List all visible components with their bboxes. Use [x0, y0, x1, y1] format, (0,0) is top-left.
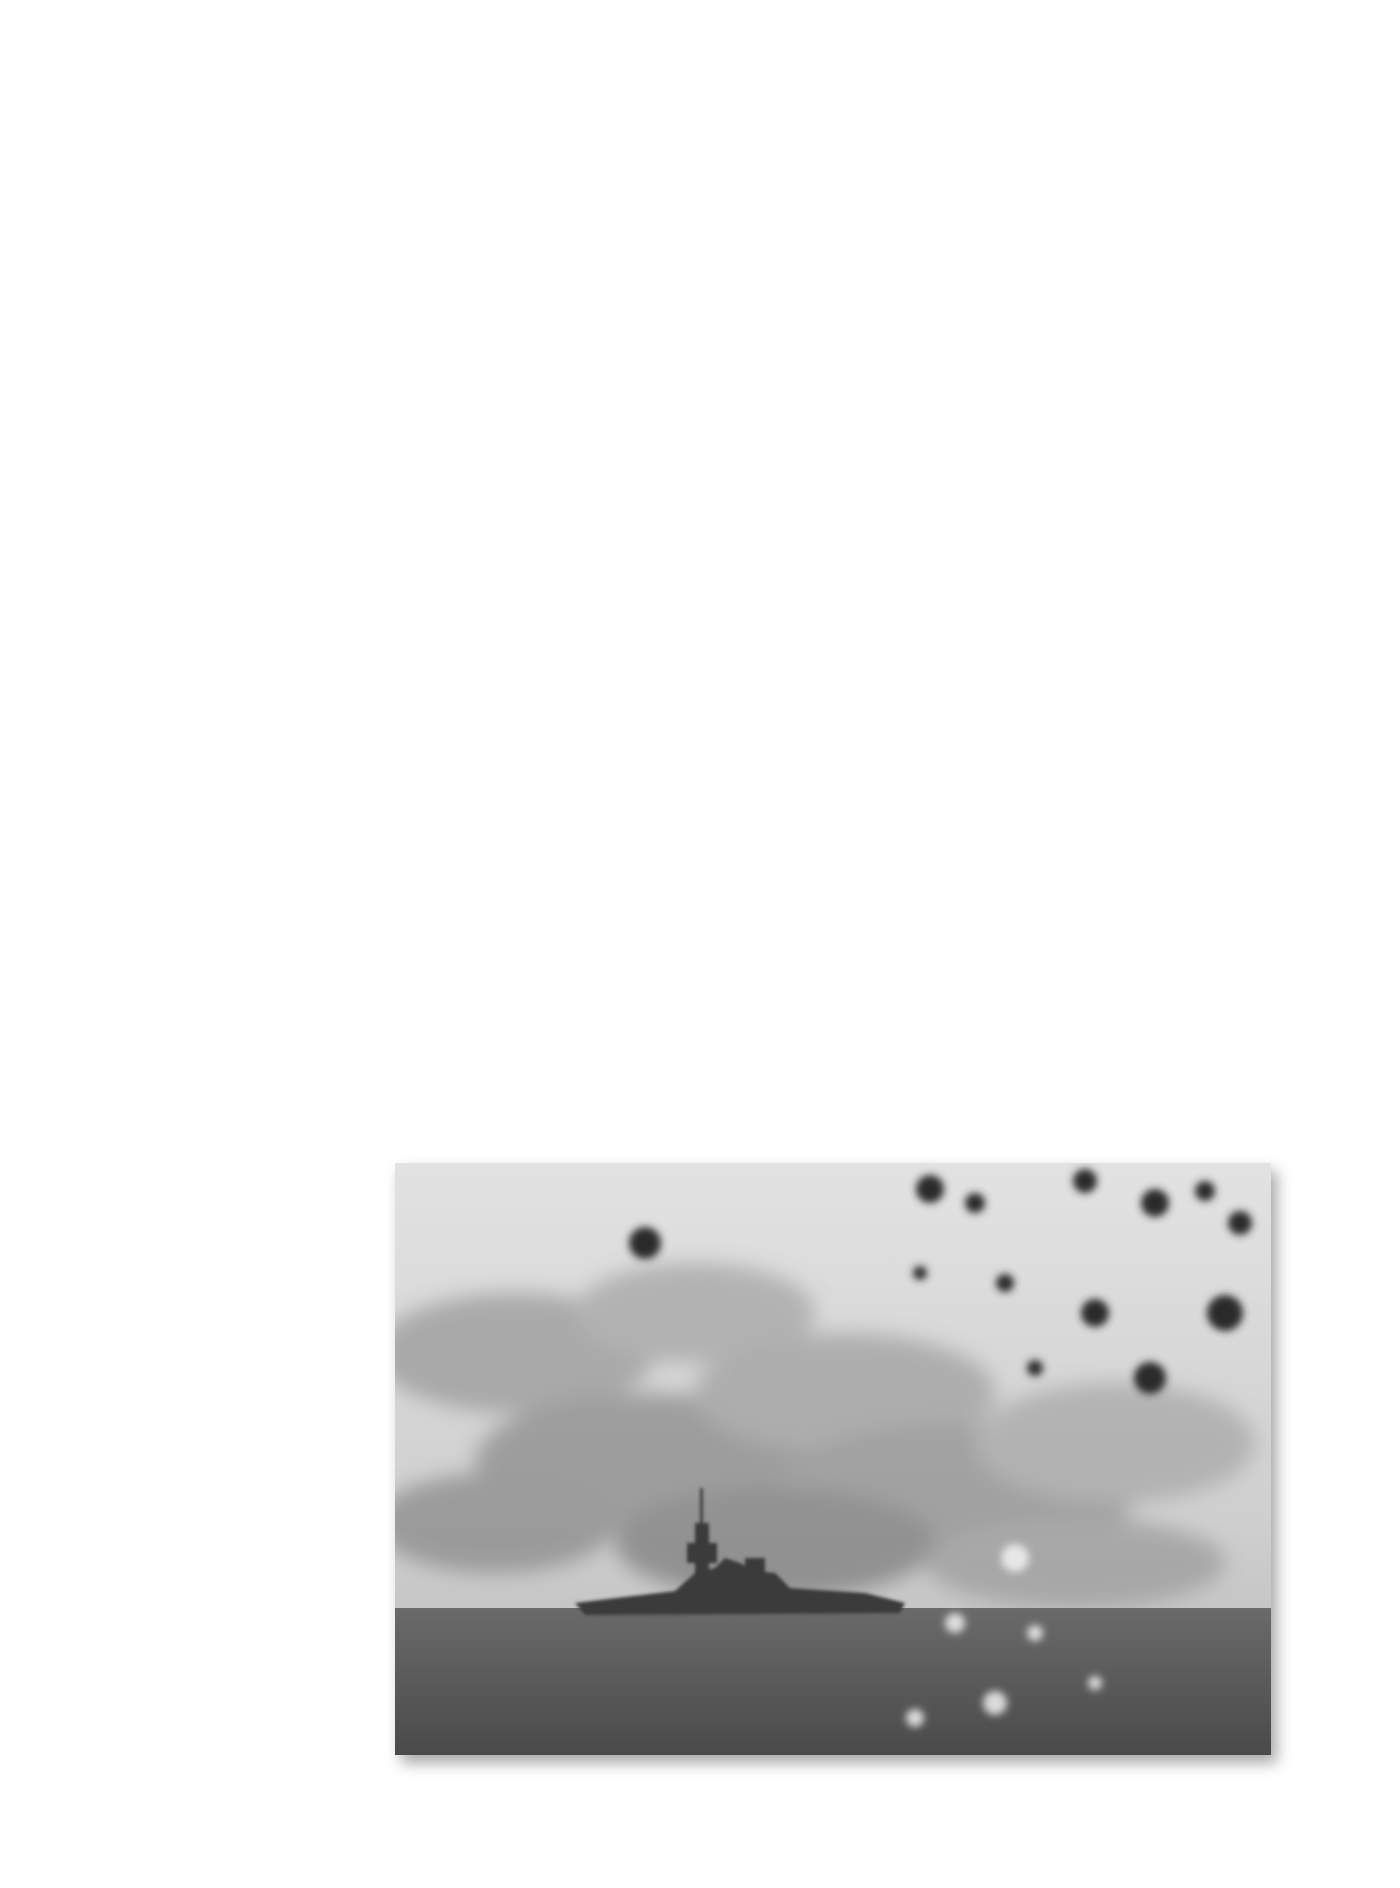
battleship-photo [395, 1163, 1271, 1755]
